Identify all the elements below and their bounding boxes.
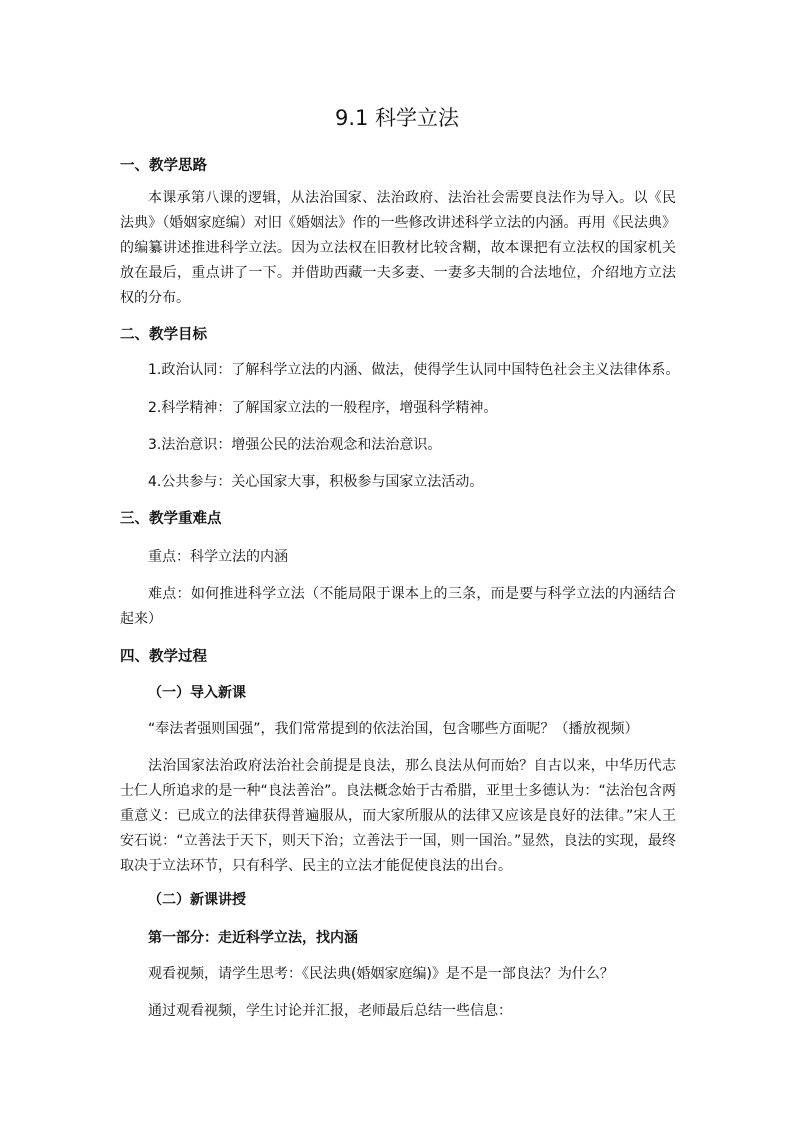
section-heading-key-points: 三、教学重难点 [120, 511, 222, 527]
subheading-new-lesson: （二）新课讲授 [148, 892, 246, 908]
section-heading-teaching-process: 四、教学过程 [120, 649, 207, 665]
part-one-heading: 第一部分：走近科学立法，找内涵 [148, 930, 358, 946]
key-point-text: 重点：科学立法的内涵 [148, 549, 288, 565]
goal-item: 2.科学精神：了解国家立法的一般程序，增强科学精神。 [148, 400, 498, 416]
teaching-approach-paragraph: 本课承第八课的逻辑，从法治国家、法治政府、法治社会需要良法作为导入。以《民法典》（婚姻家庭编）对旧《婚姻法》作的一些修改讲述科学立法的内涵。再用《民法典》的编纂讲述推进科学立法。因为立法权在旧教材比较含糊，故本课把有立法权的国家机关放在最后，重点讲了一下。并借助西藏一夫多妻、一妻多夫制的合法地位，介绍地方立法权的分布。 [120, 190, 676, 306]
intro-paragraph: 法治国家法治政府法治社会前提是良法，那么良法从何而始？自古以来，中华历代志士仁人所追求的是一种“良法善治”。良法概念始于古希腊，亚里士多德认为：“法治包含两重意义：已成立的法律获得普遍服从，而大家所服从的法律又应该是良好的法律。”宋人王安石说：“立善法于天下，则天下治；立善法于一国，则一国治。”显然，良法的实现，最终取决于立法环节，只有科学、民主的立法才能促使良法的出台。 [120, 758, 676, 874]
difficult-point-paragraph: 难点：如何推进科学立法（不能局限于课本上的三条，而是要与科学立法的内涵结合起来） [120, 586, 676, 627]
section-heading-teaching-goals: 二、教学目标 [120, 327, 207, 343]
page-title: 9.1 科学立法 [334, 106, 460, 130]
summary-lead-text: 通过观看视频，学生讨论并汇报，老师最后总结一些信息： [148, 1003, 512, 1019]
goal-item: 1.政治认同：了解科学立法的内涵、做法，使得学生认同中国特色社会主义法律体系。 [148, 362, 680, 378]
subheading-intro: （一）导入新课 [148, 685, 246, 701]
section-heading-teaching-approach: 一、教学思路 [120, 158, 207, 174]
question-text: 观看视频，请学生思考：《民法典(婚姻家庭编)》是不是一部良法？为什么？ [148, 966, 614, 982]
goal-item: 3.法治意识：增强公民的法治观念和法治意识。 [148, 437, 442, 453]
goal-item: 4.公共参与：关心国家大事，积极参与国家立法活动。 [148, 474, 484, 490]
intro-question: “奉法者强则国强”，我们常常提到的依法治国，包含哪些方面呢？（播放视频） [148, 721, 639, 737]
